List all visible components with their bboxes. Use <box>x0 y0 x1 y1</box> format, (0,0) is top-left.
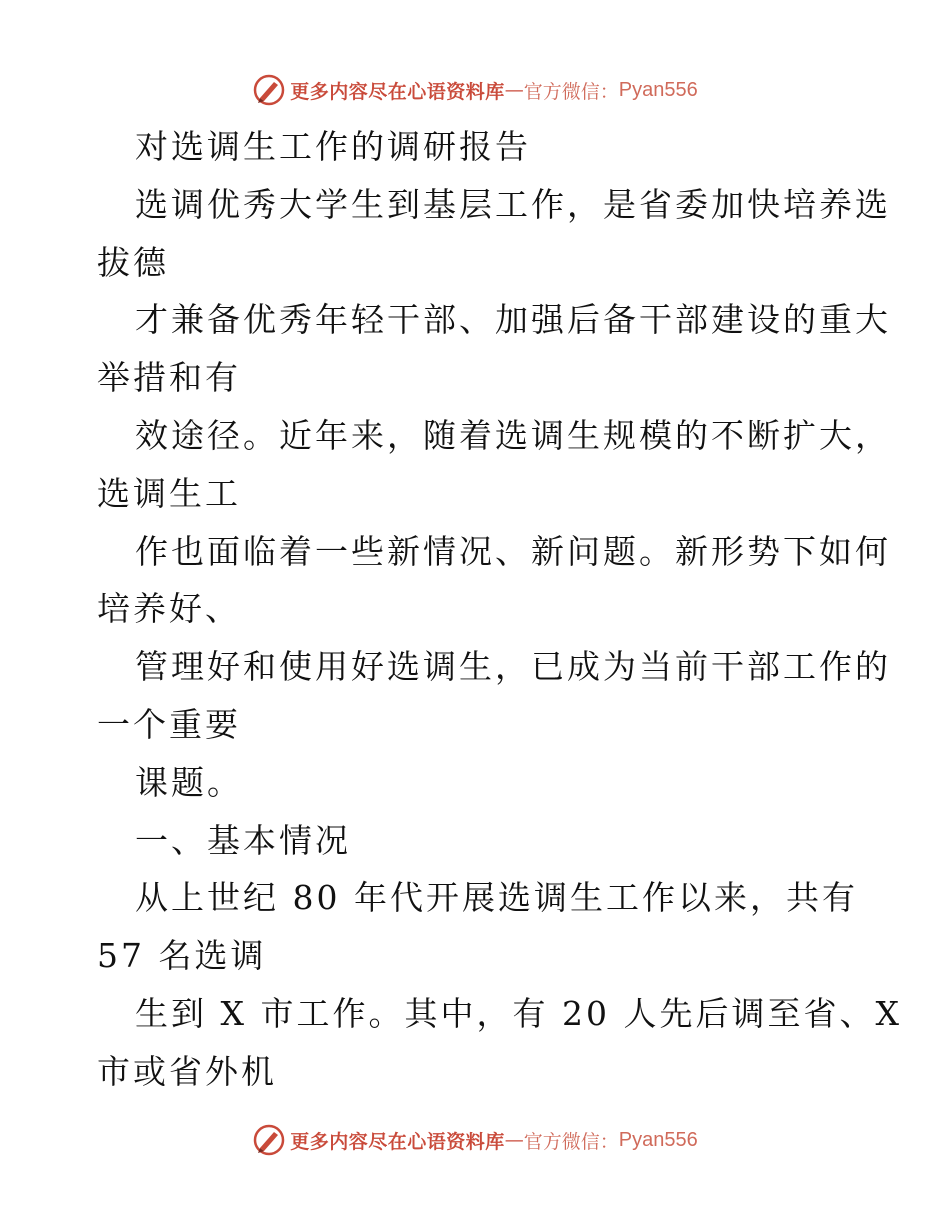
text-line: 培养好、 <box>97 589 241 629</box>
pen-logo-icon <box>252 73 286 107</box>
watermark-dash: — <box>504 1129 524 1151</box>
text-line: 拔德 <box>97 242 169 282</box>
text-line: 举措和有 <box>97 358 241 398</box>
text-line: 市或省外机 <box>97 1051 277 1091</box>
text-line: 作也面临着一些新情况、新问题。新形势下如何 <box>135 531 891 571</box>
watermark-text: 更多内容尽在心语资料库 <box>290 80 505 103</box>
text-line: 对选调生工作的调研报告 <box>135 127 531 166</box>
text-line: 管理好和使用好选调生，已成为当前干部工作的 <box>135 647 891 687</box>
watermark-dash: — <box>504 79 524 101</box>
text-line: 效途径。近年来，随着选调生规模的不断扩大， <box>135 415 891 455</box>
watermark-official-label: 官方微信： <box>523 1130 619 1153</box>
document-body <box>97 118 902 1101</box>
text-line: 选调生工 <box>97 473 241 513</box>
watermark-text: 更多内容尽在心语资料库 <box>290 1130 505 1153</box>
text-line: 57 名选调 <box>97 936 267 976</box>
text-line: 从上世纪 80 年代开展选调生工作以来，共有 <box>135 878 858 918</box>
text-line: 一个重要 <box>97 704 241 744</box>
text-line: 课题。 <box>135 762 243 802</box>
pen-logo-icon <box>252 1123 286 1157</box>
watermark-banner-bottom <box>0 1120 950 1160</box>
text-line: 生到 X 市工作。其中，有 20 人先后调至省、X <box>135 993 902 1033</box>
text-line: 一、基本情况 <box>135 820 351 860</box>
text-line: 才兼备优秀年轻干部、加强后备干部建设的重大 <box>135 300 891 340</box>
text-line: 选调优秀大学生到基层工作，是省委加快培养选 <box>135 184 891 224</box>
watermark-official-label: 官方微信： <box>523 80 619 103</box>
watermark-banner-top <box>0 70 950 110</box>
watermark-wechat-id: Pyan556 <box>618 78 698 101</box>
watermark-wechat-id: Pyan556 <box>618 1128 698 1151</box>
